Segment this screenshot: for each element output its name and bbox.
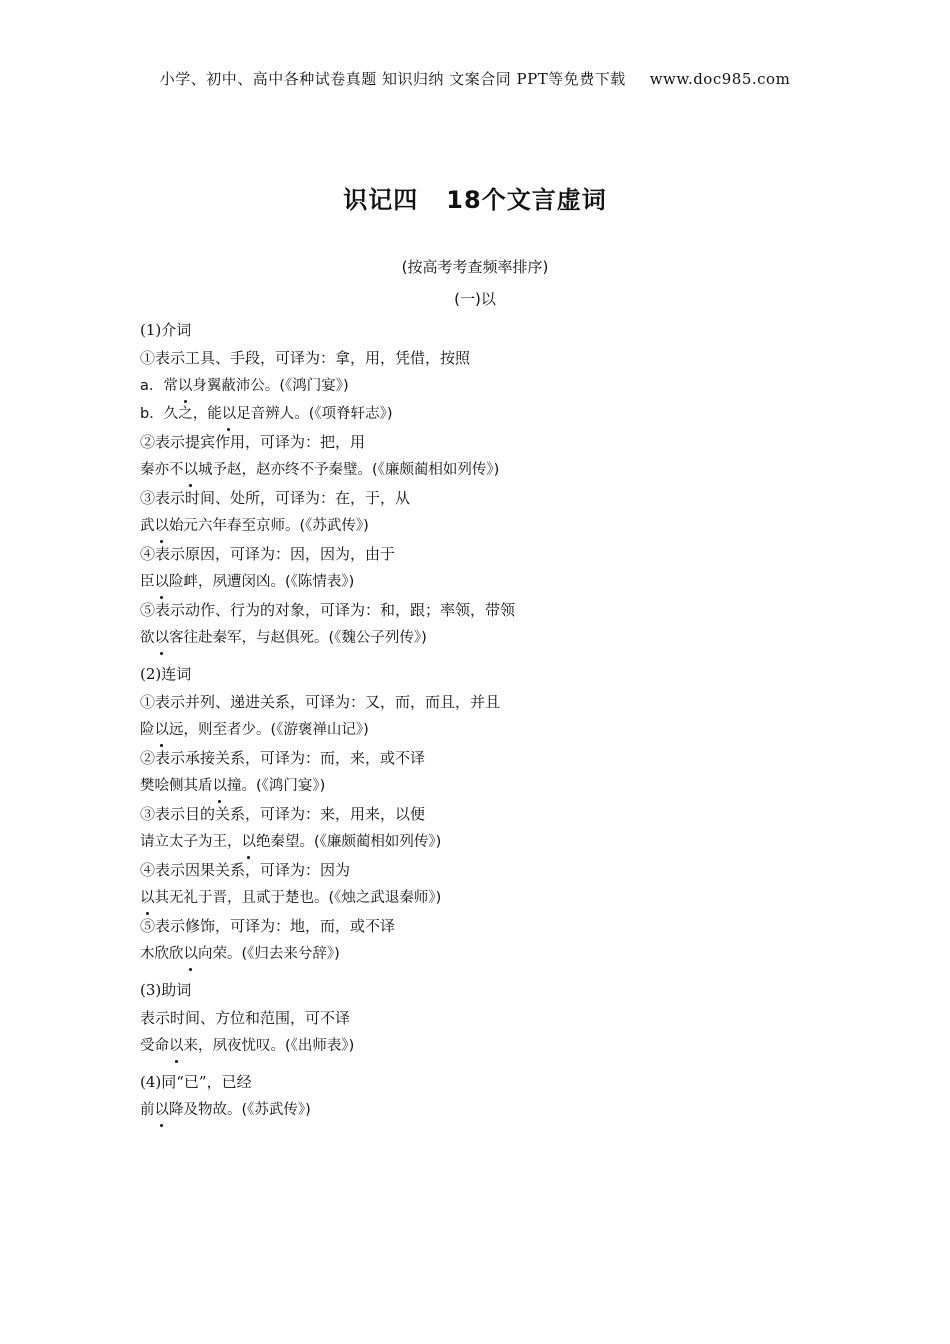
definition-line: 表示时间、方位和范围，可不译 [140, 1009, 351, 1027]
example-sentence [140, 512, 820, 540]
title-part-left: 识记四 [343, 186, 419, 214]
example-sentence [140, 828, 820, 856]
example-text-after: 绝秦望。(《廉颇蔺相如列传》) [256, 834, 442, 850]
example-text-before: 欲 [140, 630, 155, 646]
title-part-right: 18个文言虚词 [446, 186, 607, 214]
example-text-after: 足音辨人。(《项脊轩志》) [236, 406, 393, 422]
example-text-after: 远，则至者少。(《游褒禅山记》) [169, 722, 369, 738]
emphasized-function-word: 以 [155, 716, 170, 744]
definition-line: ⑤表示修饰，可译为：地，而，或不译 [140, 917, 396, 935]
page-header [0, 68, 950, 89]
example-text-after: 客往赴秦军，与赵俱死。(《魏公子列传》) [169, 630, 427, 646]
example-sentence [140, 400, 820, 428]
definition-line: ①表示工具、手段，可译为：拿，用，凭借，按照 [140, 349, 471, 367]
example-sentence [140, 624, 820, 652]
example-text-after: 城予赵，赵亦终不予秦璧。(《廉颇蔺相如列传》) [198, 462, 500, 478]
emphasized-function-word: 以 [213, 772, 228, 800]
example-sentence [140, 372, 820, 400]
definition-line: ⑤表示动作、行为的对象，可译为：和，跟；率领，带领 [140, 601, 516, 619]
emphasized-function-word: 以 [155, 624, 170, 652]
example-sentence [140, 884, 820, 912]
page-subtitle: (按高考考查频率排序) [401, 258, 549, 276]
example-text-before: 臣 [140, 574, 155, 590]
definition-line: ③表示时间、处所，可译为：在，于，从 [140, 489, 411, 507]
example-sentence [140, 940, 820, 968]
emphasized-function-word: 以 [222, 400, 237, 428]
definition-line: ④表示因果关系，可译为：因为 [140, 861, 351, 879]
example-text-before: 武 [140, 518, 155, 534]
category-heading: (2)连词 [140, 665, 192, 683]
example-sentence [140, 772, 820, 800]
emphasized-function-word: 以 [184, 456, 199, 484]
emphasized-function-word: 以 [140, 884, 155, 912]
emphasized-function-word: 以 [155, 568, 170, 596]
example-text-before: b．久之，能 [140, 406, 222, 422]
definition-line: ④表示原因，可译为：因，因为，由于 [140, 545, 396, 563]
emphasized-function-word: 以 [178, 372, 193, 400]
example-text-before: a．常 [140, 378, 178, 394]
example-text-before: 险 [140, 722, 155, 738]
definition-line: ②表示承接关系，可译为：而，来，或不译 [140, 749, 426, 767]
emphasized-function-word: 以 [184, 940, 199, 968]
definition-line: ②表示提宾作用，可译为：把，用 [140, 433, 366, 451]
example-sentence [140, 456, 820, 484]
emphasized-function-word: 以 [169, 1032, 184, 1060]
example-text-after: 险衅，夙遭闵凶。(《陈情表》) [169, 574, 355, 590]
example-text-after: 来，夙夜忧叹。(《出师表》) [183, 1038, 355, 1054]
definition-line: ①表示并列、递进关系，可译为：又，而，而且，并且 [140, 693, 501, 711]
example-text-before: 前 [140, 1102, 155, 1118]
example-text-after: 降及物故。(《苏武传》) [169, 1102, 311, 1118]
example-text-before: 受命 [140, 1038, 169, 1054]
definition-line: ③表示目的关系，可译为：来，用来，以便 [140, 805, 426, 823]
header-text: 小学、初中、高中各种试卷真题 知识归纳 文案合同 PPT等免费下载 [159, 70, 626, 88]
example-text-before: 木欣欣 [140, 946, 184, 962]
example-text-after: 其无礼于晋，且贰于楚也。(《烛之武退秦师》) [154, 890, 442, 906]
example-text-after: 始元六年春至京师。(《苏武传》) [169, 518, 369, 534]
emphasized-function-word: 以 [155, 1096, 170, 1124]
emphasized-function-word: 以 [242, 828, 257, 856]
emphasized-function-word: 以 [155, 512, 170, 540]
category-heading: (4)同“已”，已经 [140, 1073, 252, 1091]
category-heading: (1)介词 [140, 321, 192, 339]
document-body [140, 316, 820, 1124]
example-text-before: 樊哙侧其盾 [140, 778, 213, 794]
example-text-after: 身翼蔽沛公。(《鸿门宴》) [192, 378, 349, 394]
example-sentence [140, 1032, 820, 1060]
page-title [0, 180, 950, 215]
example-sentence [140, 568, 820, 596]
header-site-url: www.doc985.com [649, 70, 791, 88]
section-title: (一)以 [454, 290, 496, 308]
example-sentence [140, 716, 820, 744]
example-text-after: 撞。(《鸿门宴》) [227, 778, 326, 794]
category-heading: (3)助词 [140, 981, 192, 999]
example-text-before: 请立太子为王， [140, 834, 242, 850]
example-text-before: 秦亦不 [140, 462, 184, 478]
example-sentence [140, 1096, 820, 1124]
example-text-after: 向荣。(《归去来兮辞》) [198, 946, 340, 962]
